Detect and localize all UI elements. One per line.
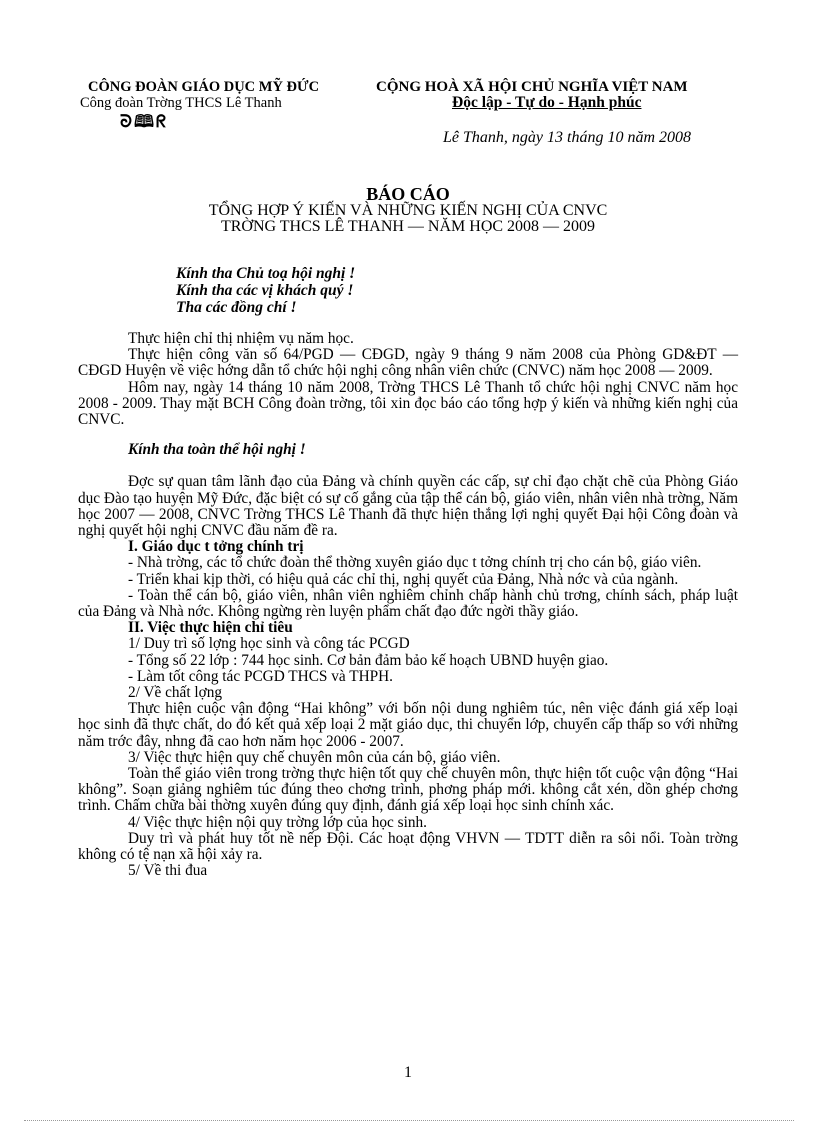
report-title: BÁO CÁO xyxy=(366,184,450,204)
paragraph: Toàn thể giáo viên trong trờng thực hiện tốt quy chế chuyên môn, thực hiện tốt cuộc vận động “Hai không”. Soạn giảng nghiêm túc đúng theo chơng trình, phơng pháp mới. không cắt xén, dồn ghép chơng trình. Chấm chữa bài thờng xuyên đúng quy định, đánh giá xếp loại học sinh chính xác. xyxy=(78,765,738,815)
paragraph: - Làm tốt công tác PCGD THCS và THPH. xyxy=(128,667,393,685)
section-heading-1: I. Giáo dục t tởng chính trị xyxy=(128,538,304,556)
section-heading-2: II. Việc thực hiện chỉ tiêu xyxy=(128,619,293,637)
subsection-heading: 1/ Duy trì số lợng học sinh và công tác PCGD xyxy=(128,635,410,653)
union-org-name: CÔNG ĐOÀN GIÁO DỤC MỸ ĐỨC xyxy=(88,79,320,95)
paragraph: Duy trì và phát huy tốt nề nếp Đội. Các hoạt động VHVN — TDTT diễn ra sôi nổi. Toàn trờng không có tệ nạn xã hội xảy ra. xyxy=(78,829,738,864)
place-date: Lê Thanh, ngày 13 tháng 10 năm 2008 xyxy=(443,129,691,146)
ornament-icon: ᘐ🕮ᖇ xyxy=(120,112,169,131)
paragraph: Thực hiện cuộc vận động “Hai không” với bốn nội dung nghiêm túc, nên việc đánh giá xếp loại học sinh đã thực chất, do đó kết quả xếp loại 2 mặt giáo dục, thi chuyển lớp, chuyển cấp thấp so với những năm trớc đây, nhng đã cao hơn năm học 2006 - 2007. xyxy=(78,700,738,750)
salutation-comrades: Tha các đồng chí ! xyxy=(176,299,297,316)
paragraph: Thực hiện công văn số 64/PGD — CĐGD, ngày 9 tháng 9 năm 2008 của Phòng GD&ĐT — CĐGD Huyện về việc hớng dẫn tổ chức hội nghị công nhân viên chức (CNVC) năm học 2008 — 2009. xyxy=(78,346,738,380)
page-number: 1 xyxy=(404,1064,412,1081)
paragraph: Đợc sự quan tâm lãnh đạo của Đảng và chính quyền các cấp, sự chỉ đạo chặt chẽ của Phòng Giáo dục Đào tạo huyện Mỹ Đức, đặc biệt có sự cố gắng của tập thể cán bộ, giáo viên, nhân viên nhà trờng, Năm học 2007 — 2008, CNVC Trờng THCS Lê Thanh đã thực hiện thắng lợi nghị quyết Đại hội Công đoàn và nghị quyết hội nghị CNVC đầu năm đề ra. xyxy=(78,473,738,540)
report-body xyxy=(78,331,738,880)
salutation-assembly: Kính tha toàn thể hội nghị ! xyxy=(128,441,306,459)
paragraph: Thực hiện chỉ thị nhiệm vụ năm học. xyxy=(128,330,354,347)
salutation-chair: Kính tha Chủ toạ hội nghị ! xyxy=(176,265,356,282)
national-motto: Độc lập - Tự do - Hạnh phúc xyxy=(452,94,642,111)
national-title: CỘNG HOÀ XÃ HỘI CHỦ NGHĨA VIỆT NAM xyxy=(376,79,688,95)
page-bottom-divider xyxy=(24,1120,794,1121)
paragraph: - Nhà trờng, các tổ chức đoàn thể thờng xuyên giáo dục t tởng chính trị cho cán bộ, giáo viên. xyxy=(128,554,702,572)
subsection-heading: 2/ Về chất lợng xyxy=(128,684,223,702)
salutation-guests: Kính tha các vị khách quý ! xyxy=(176,282,354,299)
union-school-name: Công đoàn Trờng THCS Lê Thanh xyxy=(80,95,282,111)
paragraph: - Triển khai kịp thời, có hiệu quả các chỉ thị, nghị quyết của Đảng, Nhà nớc và của ngành. xyxy=(128,570,679,588)
subsection-heading: 5/ Về thi đua xyxy=(128,862,208,880)
subsection-heading: 3/ Việc thực hiện quy chế chuyên môn của cán bộ, giáo viên. xyxy=(128,748,501,766)
paragraph: Hôm nay, ngày 14 tháng 10 năm 2008, Trờng THCS Lê Thanh tổ chức hội nghị CNVC năm học 2008 - 2009. Thay mặt BCH Công đoàn trờng, tôi xin đọc báo cáo tổng hợp ý kiến và những kiến nghị của CNVC. xyxy=(78,378,738,429)
paragraph: - Tổng số 22 lớp : 744 học sinh. Cơ bản đảm bảo kế hoạch UBND huyện giao. xyxy=(128,651,609,669)
subsection-heading: 4/ Việc thực hiện nội quy trờng lớp của học sinh. xyxy=(128,813,427,831)
paragraph: - Toàn thể cán bộ, giáo viên, nhân viên nghiêm chỉnh chấp hành chủ trơng, chính sách, pháp luật của Đảng và Nhà nớc. Không ngừng rèn luyện phẩm chất đạo đức ngời thầy giáo. xyxy=(78,586,738,621)
report-subtitle-1: TỔNG HỢP Ý KIẾN VÀ NHỮNG KIẾN NGHỊ CỦA CNVC xyxy=(208,202,608,219)
report-subtitle-2: TRỜNG THCS LÊ THANH — NĂM HỌC 2008 — 2009 xyxy=(220,218,596,235)
